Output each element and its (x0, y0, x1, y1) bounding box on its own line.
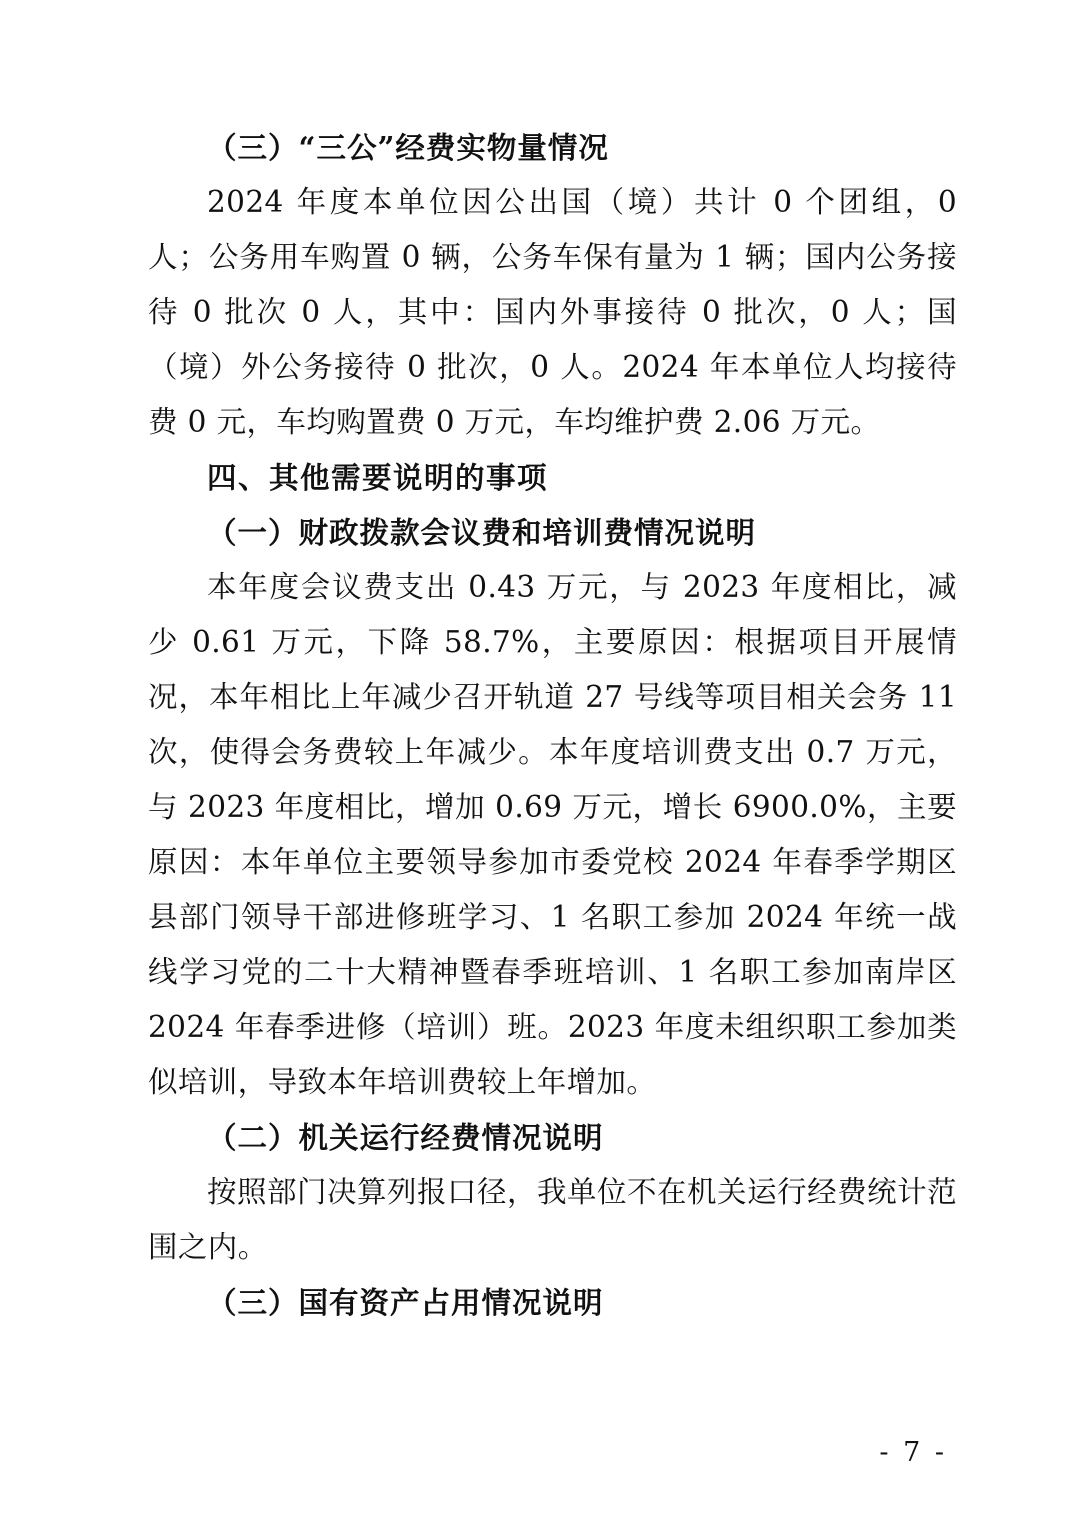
section-heading-meeting-training-fees: （一）财政拨款会议费和培训费情况说明 (207, 515, 757, 550)
section-heading-three-public: （三）“三公”经费实物量情况 (207, 130, 609, 165)
paragraph-meeting-training-fees: 本年度会议费支出 0.43 万元，与 2023 年度相比，减少 0.61 万元，下降 58.7%，主要原因：根据项目开展情况，本年相比上年减少召开轨道 27 号线等项目相关会务 11 次，使得会务费较上年减少。本年度培训费支出 0.7 万元，与 2023 年度相比，增加 0.69 万元，增长 6900.0%，主要原因：本年单位主要领导参加市委党校 2024 年春季学期区县部门领导干部进修班学习、1 名职工参加 2024 年统一战线学习党的二十大精神暨春季班培训、1 名职工参加南岸区 2024 年春季进修（培训）班。2023 年度未组织职工参加类似培训，导致本年培训费较上年增加。 (148, 570, 957, 1099)
paragraph-three-public-details: 2024 年度本单位因公出国（境）共计 0 个团组，0 人；公务用车购置 0 辆，公务车保有量为 1 辆；国内公务接待 0 批次 0 人，其中：国内外事接待 0 批次，0 人；国（境）外公务接待 0 批次，0 人。2024 年本单位人均接待费 0 元，车均购置费 0 万元，车均维护费 2.06 万元。 (148, 185, 957, 439)
section-heading-state-assets: （三）国有资产占用情况说明 (207, 1285, 604, 1320)
page-number: - 7 - (879, 1437, 947, 1468)
section-heading-agency-operating-costs: （二）机关运行经费情况说明 (207, 1120, 604, 1155)
paragraph-agency-operating-costs: 按照部门决算列报口径，我单位不在机关运行经费统计范围之内。 (148, 1175, 957, 1264)
section-heading-other-matters: 四、其他需要说明的事项 (207, 460, 549, 495)
document-body (148, 120, 957, 1330)
